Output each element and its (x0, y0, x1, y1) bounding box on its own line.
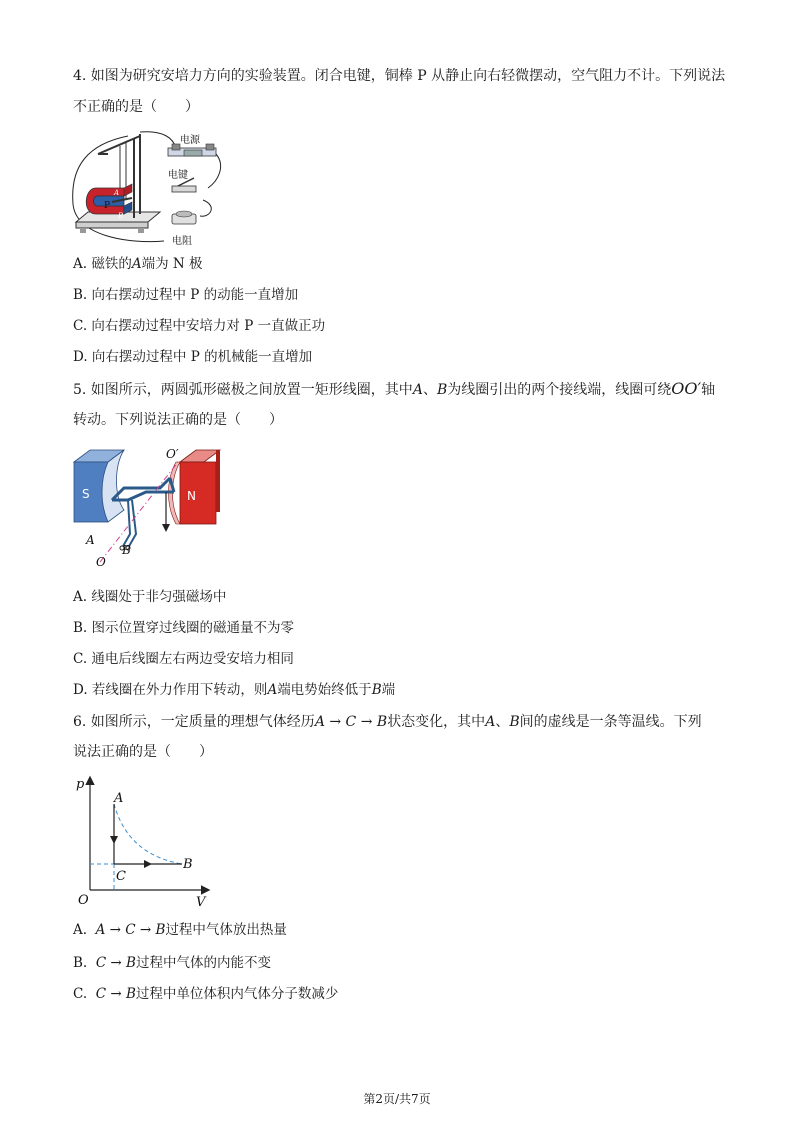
q6-option-c[interactable] (73, 984, 338, 1004)
terminal-b-label: B (122, 543, 131, 557)
q6-option-a-prefix: A. (73, 922, 88, 938)
state-b-label: B (183, 857, 193, 872)
power-supply-label: 电源 (180, 135, 200, 146)
terminal-a-label: A (86, 533, 95, 547)
q5-stem-sep: 、 (422, 382, 437, 398)
q5-stem-line2: 转动。下列说法正确的是（ ） (73, 412, 283, 428)
q6-stem-post: 间的虚线是一条等温线。下列 (519, 714, 702, 730)
q5-option-d-var2: B (371, 682, 382, 698)
q6-option-b-expr: C → B (95, 955, 136, 971)
q5-stem-axis: OO′ (671, 379, 702, 398)
state-a-label: A (114, 791, 124, 806)
q5-stem-post: 轴 (701, 382, 716, 398)
q5-option-b[interactable]: B. 图示位置穿过线圈的磁通量不为零 (73, 620, 295, 636)
q5-option-d-prefix: D. 若线圈在外力作用下转动，则 (73, 682, 268, 698)
q4-option-a-prefix: A. 磁铁的 (73, 256, 132, 272)
q6-pv-diagram (70, 770, 220, 910)
q6-stem-line2: 说法正确的是（ ） (73, 744, 213, 760)
q6-option-a-rest: 过程中气体放出热量 (165, 922, 287, 938)
q6-stem-b: B (509, 714, 520, 730)
q5-stem-line1 (73, 379, 715, 400)
q6-option-b[interactable] (73, 953, 271, 973)
q5-option-a[interactable]: A. 线圈处于非匀强磁场中 (73, 589, 227, 605)
q6-stem-line1 (73, 712, 702, 732)
q4-option-a-var: A (131, 256, 142, 272)
origin-o-label: O (78, 893, 89, 908)
q6-stem-sep: 、 (495, 714, 510, 730)
q4-stem-line2: 不正确的是（ ） (73, 99, 199, 115)
q6-stem-pre: 6. 如图所示，一定质量的理想气体经历 (73, 714, 315, 730)
q5-option-d-var1: A (267, 682, 278, 698)
state-c-label: C (116, 869, 126, 884)
q5-option-c[interactable]: C. 通电后线圈左右两边受安培力相同 (73, 651, 294, 667)
q4-option-b[interactable]: B. 向右摆动过程中 P 的动能一直增加 (73, 287, 299, 303)
axis-o-label: O (96, 555, 106, 569)
q6-stem-a: A (485, 714, 496, 730)
q4-option-a[interactable] (73, 254, 203, 274)
axis-p-label: p (76, 777, 85, 792)
s-pole-label: S (82, 487, 90, 501)
q5-option-d-mid: 端电势始终低于 (277, 682, 372, 698)
resistor-label: 电阻 (172, 236, 192, 247)
q6-option-a-expr: A → C → B (95, 922, 166, 938)
q6-option-c-prefix: C. (73, 986, 88, 1002)
q4-option-c[interactable]: C. 向右摆动过程中安培力对 P 一直做正功 (73, 318, 326, 334)
q6-option-c-expr: C → B (95, 986, 136, 1002)
magnet-end-a-label: A (114, 189, 120, 197)
q6-option-b-rest: 过程中气体的内能不变 (135, 955, 271, 971)
q6-option-a[interactable] (73, 920, 287, 940)
q6-option-b-prefix: B. (73, 955, 88, 971)
q5-option-d-rest: 端 (381, 682, 396, 698)
q5-stem-a: A (412, 382, 423, 398)
rod-p-label: P (104, 201, 111, 211)
q5-stem-pre: 5. 如图所示，两圆弧形磁极之间放置一矩形线圈，其中 (73, 382, 413, 398)
axis-o-prime-label: O′ (166, 447, 179, 461)
q4-option-a-rest: 端为 N 极 (141, 256, 203, 272)
n-pole-label: N (187, 489, 196, 503)
q5-stem-b: B (436, 382, 448, 398)
q5-option-d[interactable] (73, 680, 395, 700)
q4-stem-line1: 4. 如图为研究安培力方向的实验装置。闭合电键，铜棒 P 从静止向右轻微摆动，空气阻力不计。下列说法 (73, 68, 726, 84)
q4-apparatus-figure (68, 126, 230, 248)
q5-stem-mid: 为线圈引出的两个接线端，线圈可绕 (447, 382, 672, 398)
page-footer: 第2页/共7页 (363, 1092, 431, 1106)
q6-stem-process: A → C → B (314, 714, 388, 730)
axis-v-label: V (196, 895, 206, 910)
q5-coil-figure (70, 444, 230, 572)
switch-label: 电键 (168, 170, 188, 181)
q6-option-c-rest: 过程中单位体积内气体分子数减少 (135, 986, 339, 1002)
q6-stem-mid: 状态变化，其中 (387, 714, 486, 730)
q4-option-d[interactable]: D. 向右摆动过程中 P 的机械能一直增加 (73, 349, 313, 365)
magnet-end-b-label: B (118, 212, 124, 220)
